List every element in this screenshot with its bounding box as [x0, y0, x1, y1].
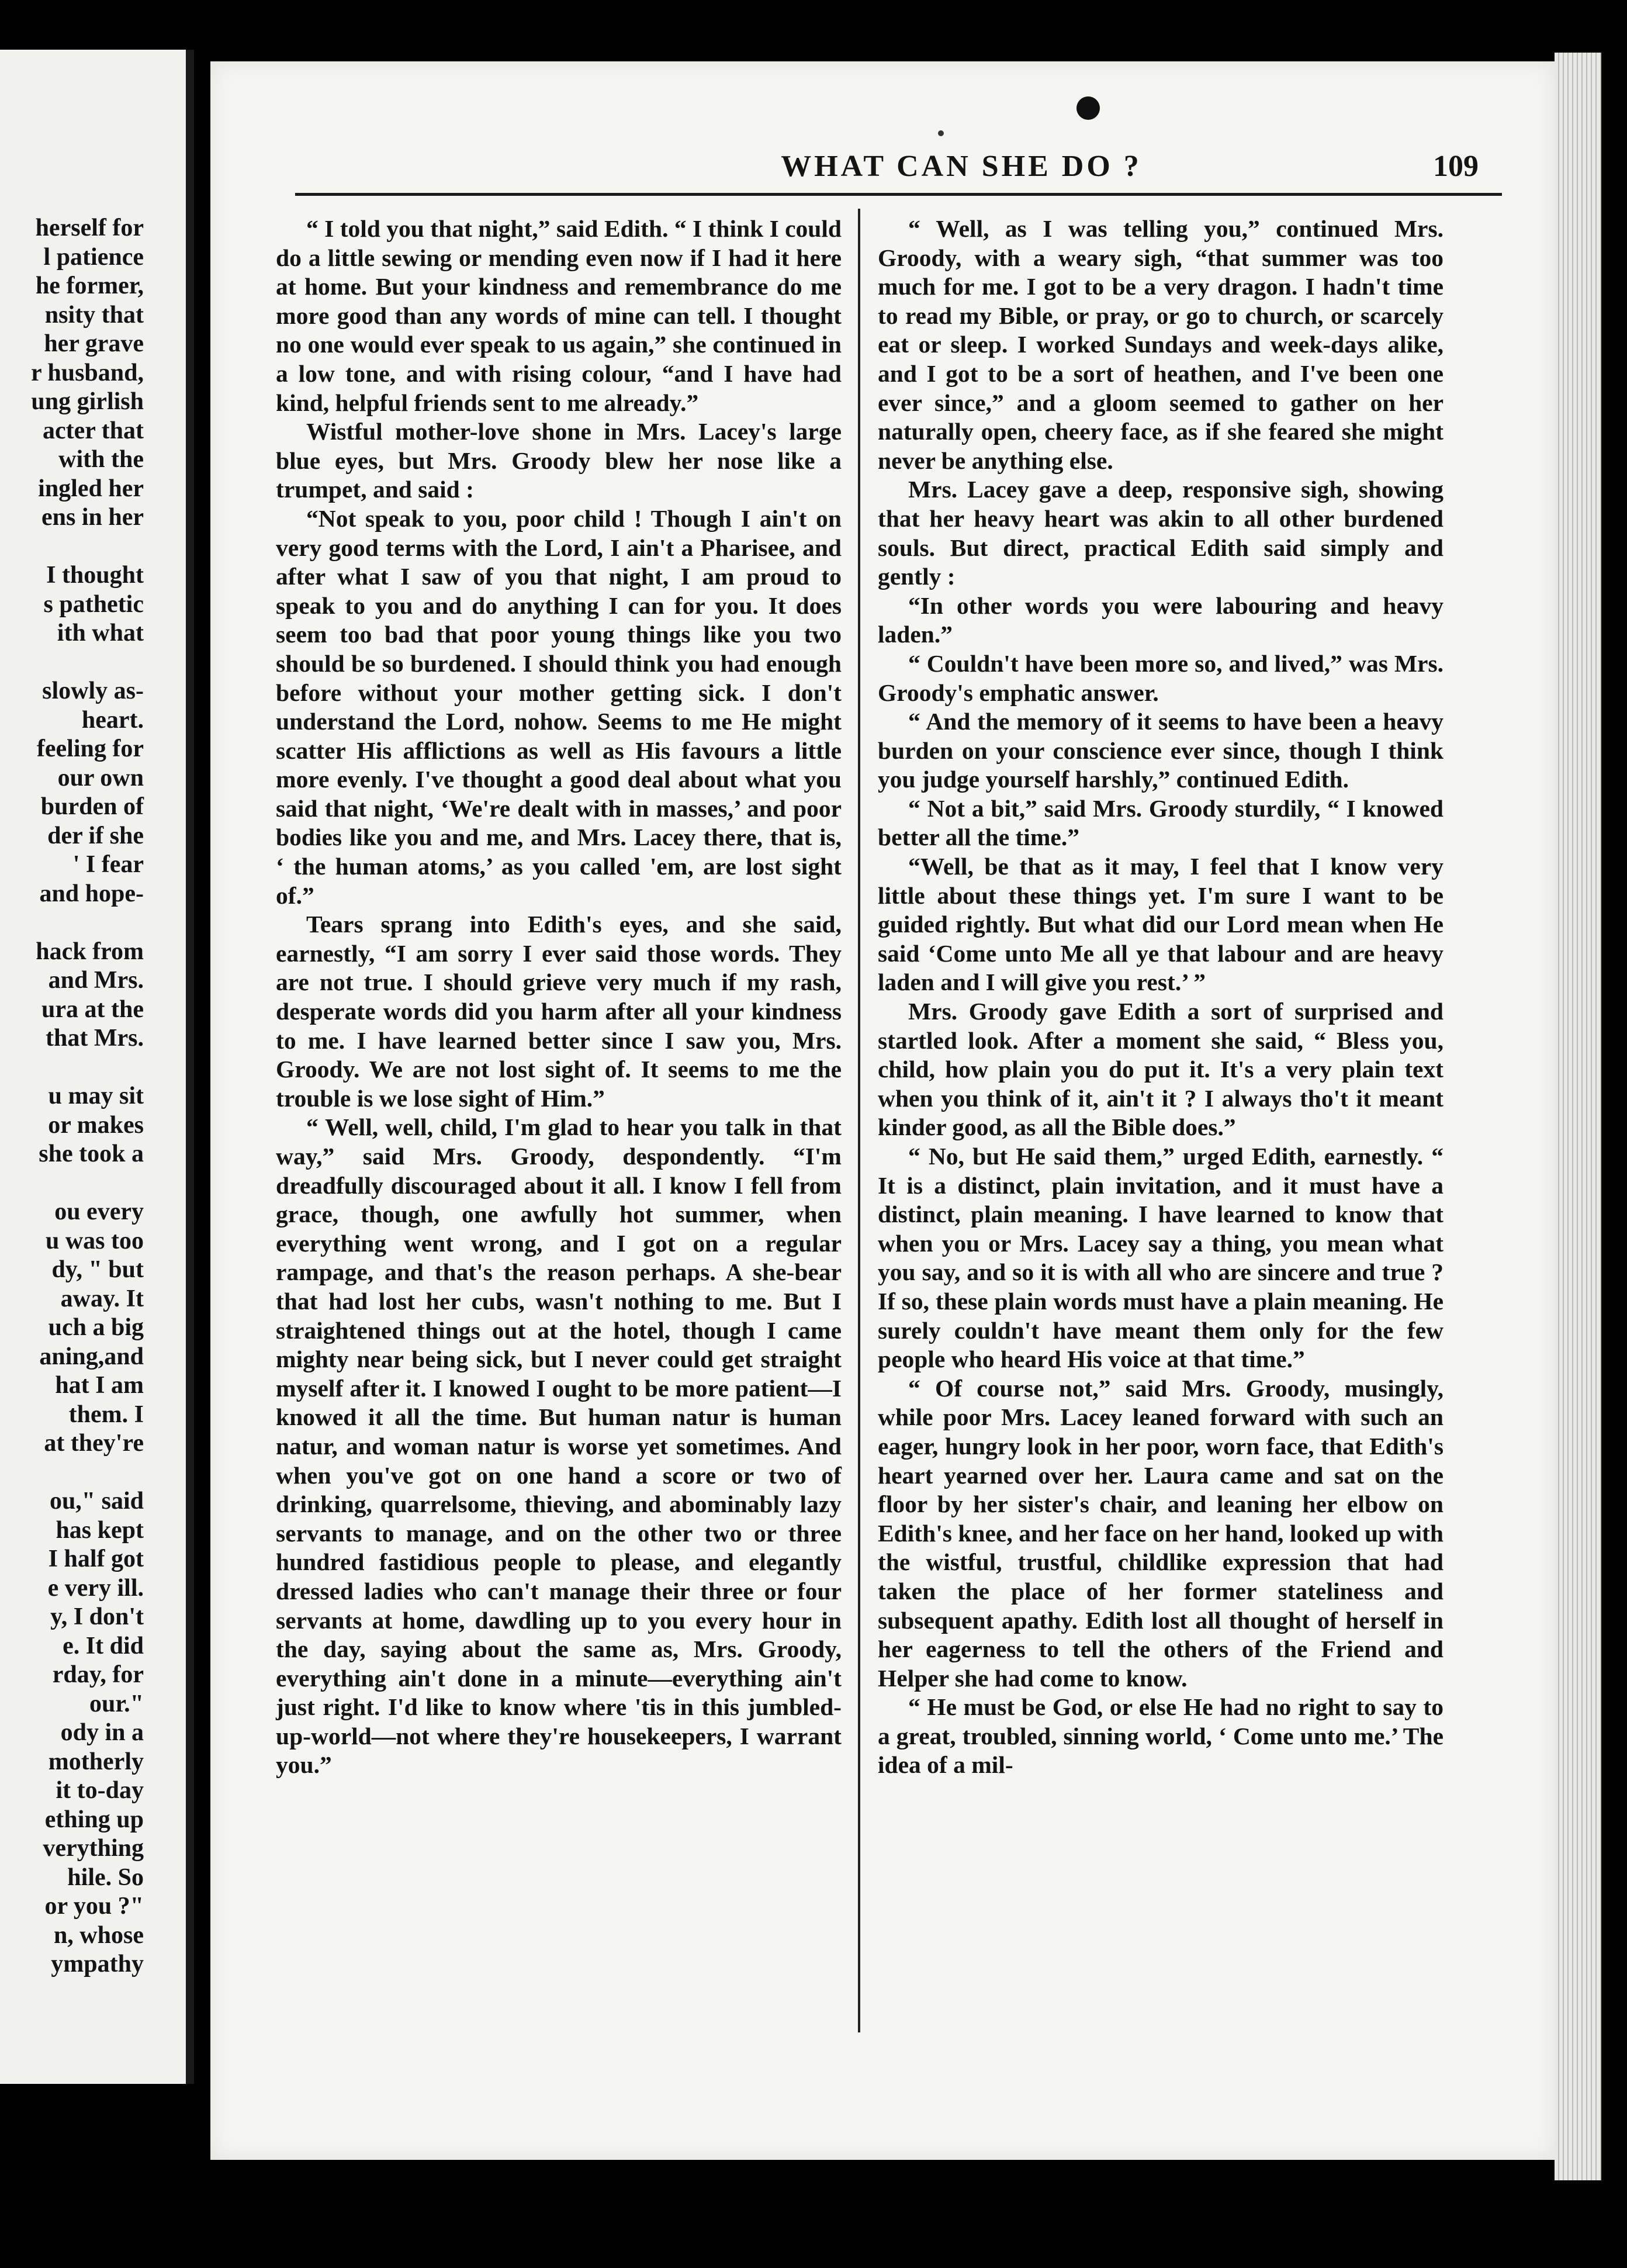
- facing-page-line: verything: [43, 1835, 144, 1862]
- facing-page-line: ou," said: [49, 1488, 144, 1515]
- paragraph: “ Well, as I was telling you,” continued Mrs. Groody, with a weary sigh, “that summer was too much for me. I got to be a very dragon. I hadn't time to read my Bible, or pray, or go to church, or scarcely eat or sleep. I worked Sundays and week-days alike, and I got to be a sort of heathen, and I've been one ever since,” and a gloom seemed to gather on her naturally open, cheery face, as if she feared she might never be anything else.: [878, 215, 1443, 474]
- paragraph: “ Well, well, child, I'm glad to hear you talk in that way,” said Mrs. Groody, despondently. “I'm dreadfully discouraged about it all. I know I fell from grace, though, one awfully hot summer, when everything went wrong, and I got on a regular rampage, and that's the reason perhaps. A she-bear that had lost her cubs, wasn't nothing to me. But I straightened things out at the hotel, though I came mighty near being sick, but I never could get straight myself after it. I knowed I ought to be more patient—I knowed it all the time. But human natur is human natur, and woman natur is worse yet sometimes. And when you've got on one hand a score or two of drinking, quarrelsome, thieving, and abominably lazy servants to manage, and on the other two or three hundred fastidious people to please, and elegantly dressed ladies who can't manage their three or four servants at home, dawdling up to you every hour in the day, saying about the same as, Mrs. Groody, everything ain't done in a minute—everything ain't just right. I'd like to know where 'tis in this jumbled-up-world—not where they're housekeepers, I warrant you.”: [276, 1114, 842, 1779]
- facing-page-line: at they're: [44, 1430, 144, 1457]
- paragraph: “ Of course not,” said Mrs. Groody, musingly, while poor Mrs. Lacey leaned forward with such an eager, hungry look in her poor, worn face, that Edith's heart yearned over her. Laura came and sat on the floor by her sister's chair, and leaning her elbow on Edith's knee, and her face on her hand, looked up with the wistful, trustful, childlike expression that had taken the place of her former stateliness and subsequent apathy. Edith lost all thought of herself in her eagerness to tell the others of the Friend and Helper she had come to know.: [878, 1374, 1443, 1692]
- facing-page-line: heart.: [81, 706, 144, 734]
- facing-page-line: them. I: [68, 1401, 144, 1428]
- facing-page-line: n, whose: [53, 1921, 144, 1949]
- facing-page-line: der if she: [47, 822, 144, 849]
- facing-page-line: aning,and: [39, 1343, 144, 1370]
- paragraph: Mrs. Lacey gave a deep, responsive sigh, showing that her heavy heart was akin to all other burdened souls. But direct, practical Edith said simply and gently :: [878, 476, 1443, 590]
- facing-page-line: our own: [57, 764, 144, 791]
- facing-page-line: or makes: [48, 1111, 144, 1139]
- facing-page-line: motherly: [48, 1748, 144, 1775]
- facing-page-line: she took a: [39, 1140, 144, 1167]
- facing-page-line: ody in a: [60, 1719, 144, 1746]
- column-divider: [858, 209, 860, 2032]
- facing-page-line: ung girlish: [31, 388, 144, 415]
- paragraph: “ I told you that night,” said Edith. “ I think I could do a little sewing or mending even now if I had it here at home. But your kindness and remembrance do me more good than any words of mine can tell. I thought no one would ever speak to us again,” she continued in a low tone, and with rising colour, “and I have had kind, helpful friends sent to me already.”: [276, 215, 842, 416]
- facing-page-line: or you ?": [44, 1893, 144, 1920]
- facing-page-line: away. It: [60, 1285, 144, 1312]
- facing-page-line: ura at the: [41, 995, 144, 1023]
- facing-page-line: y, I don't: [50, 1603, 144, 1630]
- ink-dot: [938, 130, 944, 136]
- facing-page-fragment: [0, 50, 194, 2084]
- facing-page-line: ingled her: [38, 475, 144, 502]
- facing-page-line: with the: [58, 446, 144, 473]
- facing-page-line: I thought: [46, 562, 144, 589]
- facing-page-line: and Mrs.: [48, 967, 144, 994]
- right-column: [878, 215, 1443, 1780]
- paragraph: “ And the memory of it seems to have been a heavy burden on your conscience ever since, though I think you judge yourself harshly,” continued Edith.: [878, 708, 1443, 793]
- header-rule: [295, 193, 1502, 196]
- facing-page-line: her grave: [44, 330, 144, 357]
- facing-page-line: nsity that: [44, 301, 144, 329]
- facing-page-line: our.": [89, 1690, 144, 1717]
- facing-page-line: l patience: [43, 243, 144, 271]
- facing-page-line: dy, " but: [51, 1256, 144, 1283]
- facing-page-line: u was too: [45, 1227, 144, 1254]
- paragraph: Mrs. Groody gave Edith a sort of surprised and startled look. After a moment she said, “ Bless you, child, how plain you do put it. It's a very plain text when you think of it, ain't it ? I always tho't it meant kinder good, as all the Bible does.”: [878, 998, 1443, 1141]
- paragraph: “ Not a bit,” said Mrs. Groody sturdily, “ I knowed better all the time.”: [878, 794, 1443, 851]
- facing-page-line: ith what: [57, 620, 144, 646]
- ink-blot-ornament: [1076, 96, 1100, 120]
- paragraph: “ Couldn't have been more so, and lived,” was Mrs. Groody's emphatic answer.: [878, 649, 1443, 706]
- facing-page-line: ens in her: [41, 504, 144, 531]
- facing-page-line: e very ill.: [47, 1574, 144, 1602]
- facing-page-line: burden of: [40, 793, 144, 820]
- facing-page-line: feeling for: [36, 735, 144, 762]
- paragraph: “Not speak to you, poor child ! Though I ain't on very good terms with the Lord, I ain't a Pharisee, and after what I saw of you that night, I am proud to speak to you and do anything I can for you. It does seem too bad that poor young things like you two should be so burdened. I should think you had enough before without your mother getting sick. I don't understand the Lord, nohow. Seems to me He might scatter His afflictions as well as His favours a little more evenly. I've thought a good deal about what you said that night, ‘We're dealt with in masses,’ and poor bodies like you and me, and Mrs. Lacey there, that is, ‘ the human atoms,’ as you called 'em, are lost sight of.”: [276, 504, 842, 909]
- facing-page-line: hack from: [36, 938, 144, 965]
- paragraph: Wistful mother-love shone in Mrs. Lacey's large blue eyes, but Mrs. Groody blew her nose like a trumpet, and said :: [276, 418, 842, 503]
- left-column: [276, 215, 842, 1780]
- facing-page-line: ympathy: [51, 1951, 144, 1977]
- book-page-edges: [1555, 53, 1601, 2180]
- facing-page-line: I half got: [48, 1546, 144, 1572]
- running-head: WHAT CAN SHE DO ?: [781, 150, 1142, 183]
- facing-page-line: herself for: [35, 215, 144, 241]
- facing-page-line: u may sit: [48, 1083, 144, 1109]
- facing-page-line: slowly as-: [42, 677, 144, 704]
- facing-page-line: and hope-: [39, 880, 144, 907]
- paragraph: Tears sprang into Edith's eyes, and she said, earnestly, “I am sorry I ever said those words. They are not true. I should grieve very much if my rash, desperate words did you harm after all your kindness to me. I have learned better since I saw you, Mrs. Groody. We are not lost sight of. It seems to me the trouble is we lose sight of Him.”: [276, 911, 842, 1112]
- facing-page-line: s pathetic: [43, 590, 144, 618]
- paragraph: “ No, but He said them,” urged Edith, earnestly. “ It is a distinct, plain invitation, and it must have a distinct, plain meaning. I have learned to know that when you or Mrs. Lacey say a thing, you mean what you say, and so it is with all who are sincere and true ? If so, these plain words must have a plain meaning. He surely couldn't have meant them only for the few people who heard His voice at that time.”: [878, 1143, 1443, 1373]
- facing-page-line: uch a big: [48, 1314, 144, 1341]
- paragraph: “In other words you were labouring and heavy laden.”: [878, 592, 1443, 648]
- page-number: 109: [1433, 150, 1479, 183]
- book-page: [210, 61, 1555, 2160]
- facing-page-line: r husband,: [30, 359, 144, 386]
- facing-page-line: ' I fear: [72, 851, 144, 878]
- facing-page-line: he former,: [35, 272, 144, 299]
- facing-page-line: e. It did: [63, 1632, 144, 1659]
- facing-page-line: acter that: [43, 417, 144, 444]
- facing-page-line: hile. So: [67, 1864, 144, 1891]
- facing-page-line: rday, for: [52, 1661, 144, 1688]
- facing-page-line: has kept: [56, 1516, 144, 1544]
- paragraph: “Well, be that as it may, I feel that I know very little about these things yet. I'm sure I want to be guided rightly. But what did our Lord mean when He said ‘Come unto Me all ye that labour and are heavy laden and I will give you rest.’ ”: [878, 853, 1443, 996]
- paragraph: “ He must be God, or else He had no right to say to a great, troubled, sinning world, ‘ Come unto me.’ The idea of a mil-: [878, 1693, 1443, 1779]
- facing-page-line: it to-day: [56, 1777, 144, 1804]
- facing-page-line: ething up: [44, 1806, 144, 1833]
- facing-page-line: that Mrs.: [46, 1025, 144, 1052]
- facing-page-line: ou every: [54, 1198, 144, 1225]
- facing-page-line: hat I am: [55, 1372, 144, 1399]
